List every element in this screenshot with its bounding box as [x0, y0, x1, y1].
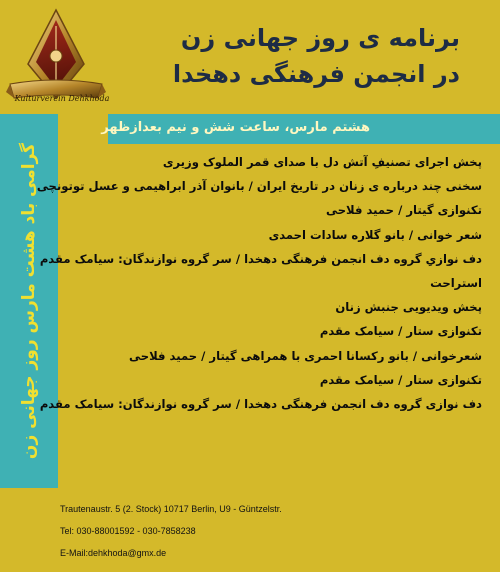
- program-item: تکنوازی گیتار / حمید فلاحی: [325, 203, 482, 218]
- program-item: پخش اجرای تصنیفِ آتش دل با صدای قمر الملوک وزیری: [162, 155, 482, 169]
- program-item: استراحت: [430, 275, 482, 290]
- page-title: [120, 20, 460, 92]
- side-slogan: گرامی باد هشت مارس روز جهانی زن: [19, 142, 39, 460]
- program-item: شعرخوانی / بانو رکسانا احمری با همراهی گیتار / حمید فلاحی: [129, 348, 482, 363]
- program-item: سخنی چند درباره ی زنان در تاریخ ایران / بانوان آذر ابراهیمی و عسل توتونچی: [36, 179, 482, 194]
- date-banner: [101, 114, 500, 144]
- email-text: E-Mail:dehkhoda@gmx.de: [60, 548, 167, 558]
- program-item: تکنوازی ستار / سیامک مقدم: [319, 324, 482, 339]
- program-item: پخش ویدیویی جنبش زنان: [335, 300, 482, 315]
- date-text: هشتم مارس، ساعت شش و نیم بعدازظهر: [101, 120, 370, 135]
- address-text: Trautenaustr. 5 (2. Stock) 10717 Berlin, U9 - Güntzelstr.: [60, 504, 282, 514]
- logo-caption: Kulturverein Dehkhoda: [14, 94, 110, 103]
- program-item: دف نوازیِ گروه دف انجمن فرهنگی دهخدا / سر گروه نوازندگان: سیامک مقدم: [39, 251, 482, 266]
- contact-info: [60, 502, 380, 568]
- title-line-1: برنامه ی روز جهانی زن: [180, 24, 460, 52]
- title-line-2: در انجمن فرهنگی دهخدا: [172, 60, 460, 88]
- program-item: دف نوازی گروه دف انجمن فرهنگی دهخدا / سر گروه نوازندگان: سیامک مقدم: [39, 396, 482, 411]
- logo: [6, 6, 110, 116]
- phone-text: Tel: 030-88001592 - 030-7858238: [60, 526, 196, 536]
- program-item: شعر خوانی / بانو گلاره سادات احمدی: [268, 227, 482, 242]
- program-list: [36, 150, 482, 416]
- program-item: تکنوازی ستار / سیامک مقدم: [319, 372, 482, 387]
